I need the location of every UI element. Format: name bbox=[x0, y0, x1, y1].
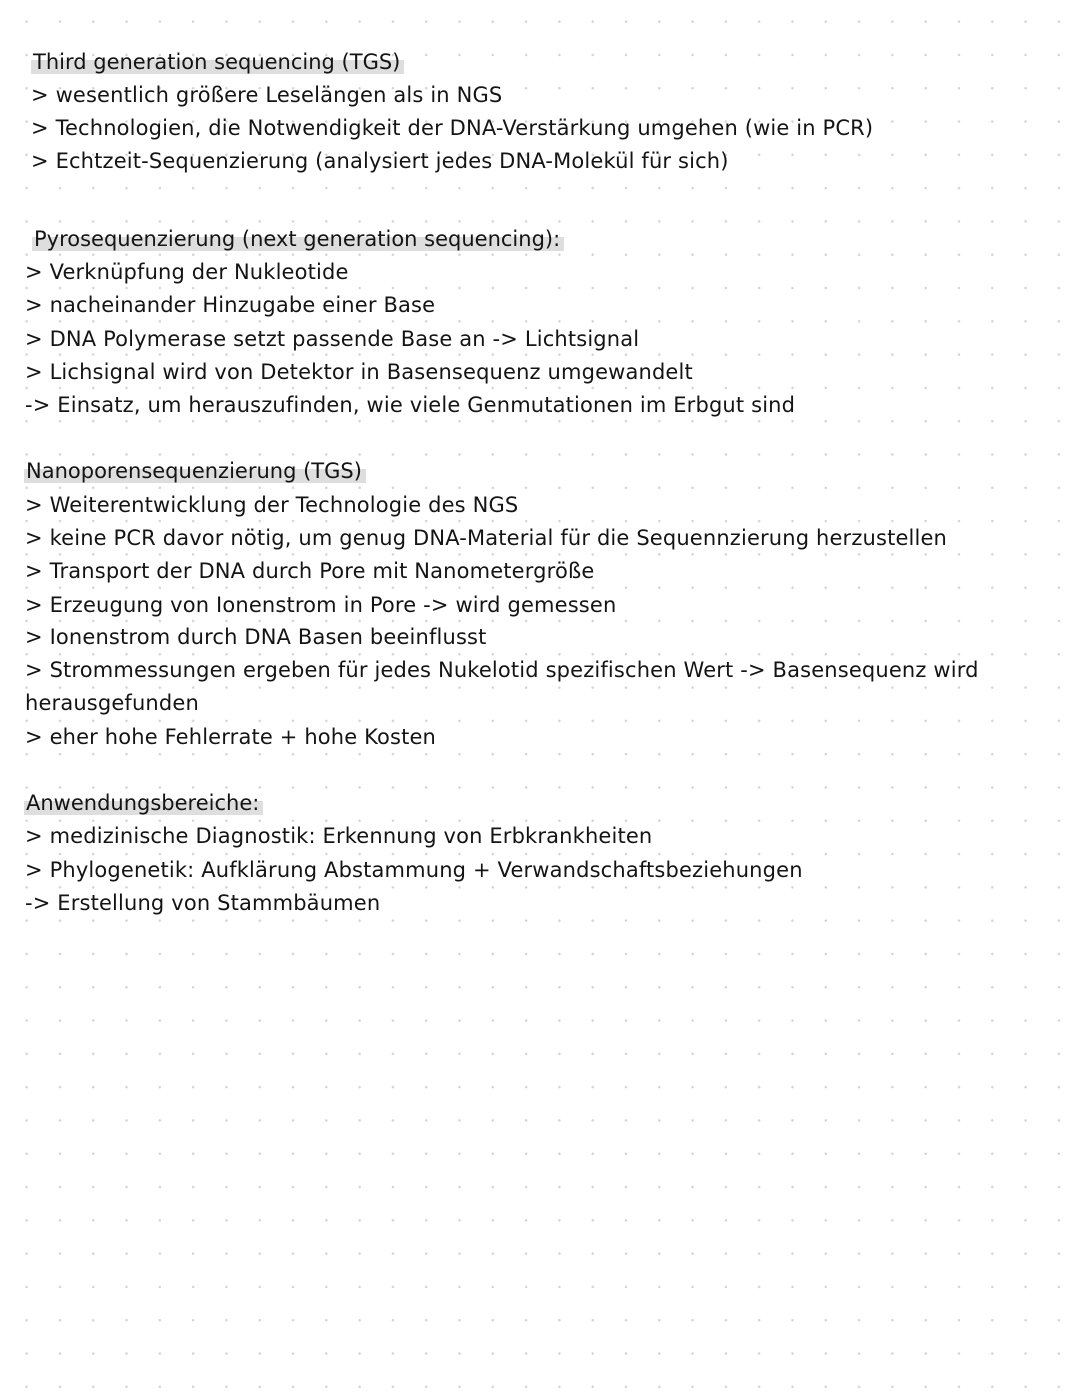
note-line: > Transport der DNA durch Pore mit Nanometergröße bbox=[25, 559, 595, 583]
section-heading: Anwendungsbereiche: bbox=[24, 789, 263, 817]
note-line: > DNA Polymerase setzt passende Base an -> Lichtsignal bbox=[25, 327, 640, 351]
note-line: > Erzeugung von Ionenstrom in Pore -> wird gemessen bbox=[25, 593, 617, 617]
note-line: > Technologien, die Notwendigkeit der DNA-Verstärkung umgehen (wie in PCR) bbox=[31, 116, 874, 140]
section-heading: Pyrosequenzierung (next generation sequencing): bbox=[32, 225, 564, 253]
note-line: > Strommessungen ergeben für jedes Nukelotid spezifischen Wert -> Basensequenz wird bbox=[25, 658, 979, 682]
section-heading: Nanoporensequenzierung (TGS) bbox=[24, 457, 366, 485]
note-line: > Phylogenetik: Aufklärung Abstammung + Verwandschaftsbeziehungen bbox=[25, 858, 803, 882]
note-line: > Lichsignal wird von Detektor in Basensequenz umgewandelt bbox=[25, 360, 693, 384]
note-line: > Verknüpfung der Nukleotide bbox=[25, 260, 349, 284]
section-heading: Third generation sequencing (TGS) bbox=[31, 48, 404, 76]
note-line: herausgefunden bbox=[25, 691, 199, 715]
note-line: > wesentlich größere Leselängen als in NGS bbox=[31, 83, 503, 107]
note-line: > eher hohe Fehlerrate + hohe Kosten bbox=[25, 725, 437, 749]
note-line: > Ionenstrom durch DNA Basen beeinflusst bbox=[25, 625, 487, 649]
note-line: > Weiterentwicklung der Technologie des NGS bbox=[25, 493, 519, 517]
note-line: > nacheinander Hinzugabe einer Base bbox=[25, 293, 436, 317]
note-line: > keine PCR davor nötig, um genug DNA-Material für die Sequennzierung herzustellen bbox=[25, 526, 948, 550]
note-line: -> Erstellung von Stammbäumen bbox=[25, 891, 381, 915]
note-line: > Echtzeit-Sequenzierung (analysiert jedes DNA-Molekül für sich) bbox=[31, 149, 729, 173]
note-line: > medizinische Diagnostik: Erkennung von Erbkrankheiten bbox=[25, 824, 653, 848]
note-line: -> Einsatz, um herauszufinden, wie viele Genmutationen im Erbgut sind bbox=[25, 393, 796, 417]
